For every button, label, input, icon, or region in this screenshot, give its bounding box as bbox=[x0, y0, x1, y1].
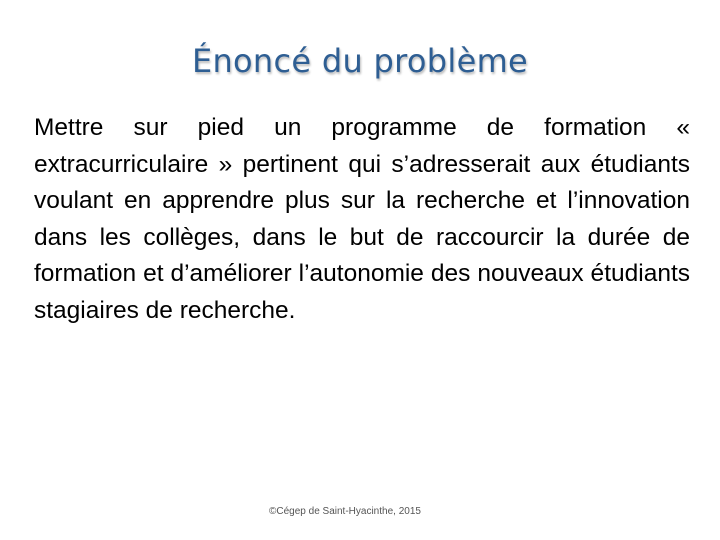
copyright-footer: ©Cégep de Saint-Hyacinthe, 2015 bbox=[269, 506, 421, 517]
slide-title: Énoncé du problème bbox=[191, 42, 529, 80]
problem-statement-text: Mettre sur pied un programme de formation « extracurriculaire » pertinent qui s’adresserait aux étudiants voulant en apprendre plus sur la recherche et l’innovation dans les collèges, dans le but de raccourcir la durée de formation et d’améliorer l’autonomie des nouveaux étudiants stagiaires de recherche. bbox=[34, 114, 690, 324]
